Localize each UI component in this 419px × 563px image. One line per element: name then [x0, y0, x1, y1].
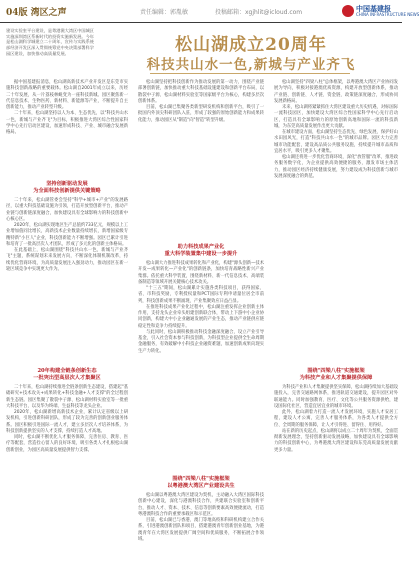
paragraph: 此外，松山湖着力打造一流人才发展环境，实施人才安居工程，建设人才公寓，完善人才服务体系，为各类人才提供全方位、全周期的服务保障，让人才引得进、留得住、用得好。: [274, 410, 398, 428]
paragraph: 二十年来，松山湖管委会坚持"科学+城市+产业"的发展路径，以重大科技基础设施为引领，打造开放型创新平台，推动产业链与创新链深度融合，加快建设具有全球影响力的科技创新中心核心区。: [6, 198, 128, 222]
subhead-line1: 坚持创新驱动发展: [46, 181, 88, 187]
subhead-line2: 一批突出型高层次人才集聚区: [33, 375, 101, 381]
paragraph: 二十年来，松山湖持续推进全链条创新生态建设，搭建起"基础研究+技术攻关+成果转化+科技金融+人才支撑"的全过程创新生态链。园区集聚了散裂中子源、松山湖材料实验室等一批重大科技平台，以及华为终端、生益科技等龙头企业。: [6, 385, 128, 409]
paragraph: 与此同时，松山湖积极推动科技金融深度融合，设立产业引导基金，引入社会资本参与科技创新，为科技型企业提供全生命周期金融服务，有效破解中小科技企业融资难题，加速创新成果向现实生产力转化。: [138, 329, 264, 354]
subhead-ecosystem: [6, 368, 128, 382]
article-col1b: [6, 198, 128, 365]
paragraph: 站在新的历史起点，松山湖将以成立二十周年为契机，全面贯彻新发展理念，坚持创新驱动发展战略，加快建设具有全球影响力的科技创新中心，为粤港澳大湾区建设和东莞高质量发展贡献更多力量。: [274, 428, 399, 453]
paragraph: 同时，松山湖不断优化人才服务保障，完善住房、教育、医疗等配套，营造拴心留人的良好环境，吸引各类人才扎根松山湖创新创业，为园区高质量发展提供智力支撑。: [6, 435, 128, 453]
paragraph: "十三五"期间，松山湖累计实施各类科技项目，获得国家、省、市科技奖励，专利授权量和PCT国际专利申请量位居全市前列，科技创新成果不断涌现，产业集聚效应日益凸显。: [138, 286, 264, 304]
paragraph: 目前，松山湖已与香港、澳门等地高校和科研机构建立合作关系，引进港澳创新团队和项目，搭建港澳青年创新创业基地，为港澳青年在大湾区发展提供广阔空间和优质服务，不断拓展合作领域。: [138, 518, 264, 542]
subhead-commercialization: [138, 244, 264, 258]
article-col1c: [6, 385, 128, 555]
subhead-line2: 为全面科技创新提供关键策略: [33, 188, 101, 194]
paragraph: 松山湖坚持"四梁八柱"总体框架，以粤港澳大湾区产业协同发展为导向，积极对接港澳优质资源，构建开放型创新体系，推动产业链、创新链、人才链、资金链、政策链深度融合，形成协同发展新格局。: [274, 80, 398, 104]
logo-name: 中国基建报: [356, 5, 391, 13]
subhead-line2: 以粤港澳大湾区产业建设共生: [167, 483, 235, 489]
subhead-innovation: [6, 181, 128, 195]
header-divider: [0, 22, 402, 23]
subhead-line2: 重大科学装置集中建设一步提升: [164, 251, 238, 257]
paragraph: 2020年，松山湖实现地区生产总值约733亿元，规模以上工业增加值同比增长，高新技术企业数量持续增长，新增国家级专精特新"小巨人"企业，科技创新能力不断增强。园区已累计引进和培育了一批高层次人才团队，形成了多元化的创新主体格局。: [6, 223, 128, 247]
article-col2b: [138, 261, 264, 473]
subhead-line1: 围绕"四梁八柱"实施框架: [307, 368, 365, 374]
paragraph: 目前，松山湖已集聚各类新型研发机构和创新平台，吸引了一批国内外顶尖科研团队入驻，形成了较强的原始创新能力和成果转化能力，推动园区从"制造"向"智造"转型升级。: [138, 105, 264, 123]
article-col3a: [274, 80, 398, 366]
paragraph: 在推进科技成果产业化过程中，松山湖注重发挥企业创新主体作用，支持龙头企业牵头组建创新联合体，带动上下游中小企业协同创新，构建大中小企业融通发展的产业生态，推动产业链供应链稳定性和竞争力持续提升。: [138, 304, 264, 329]
paragraph: 松山湖还将进一步优化营商环境，深化"放管服"改革，推进政务服务数字化，为企业提供高效便捷的服务，激发市场主体活力，推动园区经济持续健康发展，努力建设成为科技创新与城市发展深度融合的典范。: [274, 155, 398, 179]
paragraph: 据中国基建报消息，松山湖高新技术产业开发区是东莞市实施科技创新战略的重要载体。松山湖自2001年成立以来，历经二十年发展，从一片荔枝林蜕变为一座科技新城。园区聚焦新一代信息技术、生物医药、新材料、新能源等产业，不断提升自主创新能力，推动产业转型升级。: [6, 80, 128, 110]
headline-main: 松山湖成立20周年: [175, 35, 327, 55]
headline-underline: [150, 73, 350, 74]
editor-credit: 责任编辑：郭胤敏: [140, 9, 189, 16]
logo-mark-icon: [342, 5, 354, 17]
subhead-line1: 20年构建全链条创新生态: [37, 368, 97, 374]
paragraph: 未来，松山湖将紧紧抓住大湾区建设重大历史机遇，对标国际一流科技园区，加快建设大湾区综合性国家科学中心先行启动区，打造具有全球影响力的原始创新高地和国际一流的科技新城，为东莞高质量发展作出更大贡献。: [274, 105, 399, 129]
intro-text: 建设实验室平台建设，是粤港澳大湾区中国城区实施深圳湾区系新时代的投资实施新发展。今年是松山湖科学城建立二十周年，宣传与实践系统部经济开发区深入贯彻统筹党中央决策部署科学园区建设，加快推动高质量发展。: [6, 28, 94, 56]
headline-sub: 科技共山水一色,新城与产业齐飞: [146, 57, 356, 73]
subhead-line1: 围绕"四梁八柱"实施框架: [172, 476, 230, 482]
paragraph: 2020年，松山湖新增高新技术企业，累计认定省级以上研发机构，引进创新科研团队，形成了较为完善的创新创业服务体系。园区积极引进国际一流人才，建立多层次人才培养体系，为科技创新提供坚实的人才支撑，持续打造人才高地。: [6, 410, 128, 434]
page-header: [0, 0, 419, 22]
paragraph: 松山湖大力推进科技成果转化和产业化，构建"源头创新—技术开发—成果转化—产业化"的创新链条，加快培育战略性新兴产业集群。依托重大科学装置，围绕新材料、新一代信息技术、高端装备制造等领域开展关键核心技术攻关。: [138, 261, 264, 285]
subhead-framework: [274, 368, 398, 382]
subhead-gba: [138, 476, 264, 490]
paragraph: 为科技产业和人才集聚提供坚实保障，松山湖持续加大基础设施投入，完善交通路网体系，推进轨道交通建设，提升园区对外联通能力。同时加强教育、医疗、文化等公共服务资源供给，建设国际化社区，营造宜居宜业的城市环境。: [274, 385, 399, 409]
subhead-line1: 助力科技成果产业化: [177, 244, 225, 250]
paragraph: 在此基础上，松山湖围绕"科技共山水一色，新城与产业齐飞"主题，系统谋划未来发展方向，不断深化体制机制改革，持续优化营商环境，为高质量发展注入强劲动力，推动园区在新一轮区域竞争中实现更大作为。: [6, 248, 128, 272]
paragraph: 松山湖坚持把科技创新作为推动发展的第一动力，围绕产业链部署创新链，加快推动重大科技基础设施建设和创新平台布局，以散裂中子源、松山湖材料实验室等国家级平台为核心，构建多层次创新体系。: [138, 80, 264, 104]
paragraph: 在城市建设方面，松山湖坚持生态优先、绿色发展，保护好山水田园风光，打造"科技共山水一色"的城市品牌。园区大力完善城市功能配套，建设高品质公共服务设施，持续提升城市品质和宜居水平，吸引更多人才聚集。: [274, 130, 399, 154]
article-col1a: [6, 80, 128, 175]
paragraph: 松山湖以粤港澳大湾区建设为契机，主动融入大湾区国际科技创新中心建设，深化与港澳科技合作，共建联合实验室和创新平台，推动人才、资本、技术、信息等创新要素高效便捷流动，打造粤港澳科技合作的重要承载区和示范区。: [138, 493, 264, 517]
paragraph: 二十年来，松山湖坚持以人为本、生态优先，以"科技共山水一色，新城与产业齐飞"为目标，积极推进大湾区综合性国家科学中心先行启动区建设，加速形成科技、产业、城市融合发展新格局。: [6, 111, 128, 135]
submission-email[interactable]: 投稿邮箱：xgjhlit@icloud.com: [215, 9, 303, 16]
logo-subtitle: CHINA INFRASTRUCTURE NEWS: [356, 12, 419, 17]
article-col3b: [274, 385, 398, 555]
newspaper-logo: [342, 3, 419, 19]
article-col2a: [138, 80, 264, 242]
article-col2c: [138, 493, 264, 555]
section-label: 04版 湾区之声: [6, 8, 67, 18]
subhead-line2: 为科技产业和人才集聚提供保障: [299, 375, 373, 381]
